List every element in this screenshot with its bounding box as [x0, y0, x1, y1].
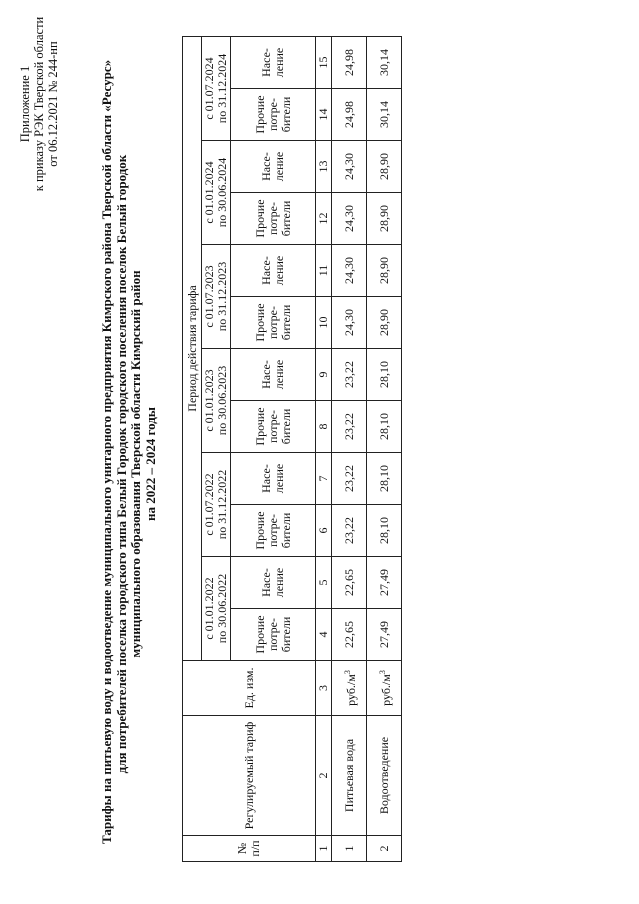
period-3 — [202, 349, 231, 453]
sub-other: Прочие потре- бители — [231, 505, 316, 557]
tariff-value: 30,14 — [367, 89, 402, 141]
col-number: 7 — [316, 453, 332, 505]
sub-population: Насе- ление — [231, 349, 316, 401]
sub-other: Прочие потре- бители — [231, 193, 316, 245]
col-number: 6 — [316, 505, 332, 557]
tariff-value: 22,65 — [332, 609, 367, 661]
col-number: 1 — [316, 836, 332, 862]
sub-population: Насе- ление — [231, 141, 316, 193]
unit-superscript: 3 — [377, 670, 387, 675]
sub-population: Насе- ление — [231, 245, 316, 297]
col-number: 4 — [316, 609, 332, 661]
tariff-table — [182, 36, 402, 862]
document-title — [99, 59, 158, 844]
header-tariff: Регулируемый тариф — [183, 716, 316, 836]
period-5 — [202, 141, 231, 245]
period-3-from: с 01.01.2023 — [202, 369, 216, 432]
sub-other: Прочие потре- бители — [231, 609, 316, 661]
col-number: 9 — [316, 349, 332, 401]
tariff-value: 28,90 — [367, 193, 402, 245]
col-number: 11 — [316, 245, 332, 297]
period-4-to: по 31.12.2023 — [215, 261, 229, 332]
period-4 — [202, 245, 231, 349]
col-number: 15 — [316, 36, 332, 88]
period-6-from: с 01.07.2024 — [202, 57, 216, 120]
tariff-value: 30,14 — [367, 36, 402, 88]
tariff-value: 28,10 — [367, 401, 402, 453]
header-unit: Ед. изм. — [183, 661, 316, 716]
sub-other: Прочие потре- бители — [231, 401, 316, 453]
col-number: 5 — [316, 557, 332, 609]
annex-header — [18, 4, 60, 204]
period-1-to: по 30.06.2022 — [215, 573, 229, 644]
tariff-value: 28,90 — [367, 141, 402, 193]
period-3-to: по 30.06.2023 — [215, 365, 229, 436]
period-2-to: по 31.12.2022 — [215, 469, 229, 540]
title-line-2: для потребителей поселка городского типа Белый Городок городского поселения поселок Белый городок — [113, 154, 129, 774]
period-2-from: с 01.07.2022 — [202, 473, 216, 536]
period-1 — [202, 557, 231, 661]
tariff-value: 27,49 — [367, 609, 402, 661]
column-numbers-row — [316, 36, 332, 861]
col-number: 12 — [316, 193, 332, 245]
col-number: 13 — [316, 141, 332, 193]
title-line-3: муниципального образования Тверской области Кимрский район — [128, 270, 143, 658]
tariff-value: 23,22 — [332, 505, 367, 557]
title-line-1: Тарифы на питьевую воду и водоотведение муниципального унитарного предприятия Кимрского района Тверской области «Ресурс» — [99, 59, 114, 844]
row-tariff-name: Водоотведение — [367, 716, 402, 836]
row-tariff-name: Питьевая вода — [332, 716, 367, 836]
tariff-value: 24,30 — [332, 297, 367, 349]
period-6-to: по 31.12.2024 — [215, 53, 229, 124]
sub-other: Прочие потре- бители — [231, 89, 316, 141]
header-num: № п/п — [183, 836, 316, 862]
annex-line-1: Приложение 1 — [18, 65, 32, 143]
col-number: 14 — [316, 89, 332, 141]
row-unit — [367, 661, 402, 716]
unit-text: руб./м — [343, 674, 358, 706]
col-number: 3 — [316, 661, 332, 716]
period-4-from: с 01.07.2023 — [202, 265, 216, 328]
col-number: 8 — [316, 401, 332, 453]
row-num: 2 — [367, 836, 402, 862]
period-5-to: по 30.06.2024 — [215, 157, 229, 228]
tariff-value: 28,10 — [367, 505, 402, 557]
table-row — [332, 36, 367, 861]
tariff-value: 24,30 — [332, 245, 367, 297]
sub-population: Насе- ление — [231, 36, 316, 88]
period-2 — [202, 453, 231, 557]
tariff-value: 22,65 — [332, 557, 367, 609]
row-unit — [332, 661, 367, 716]
tariff-value: 24,30 — [332, 141, 367, 193]
sub-other: Прочие потре- бители — [231, 297, 316, 349]
annex-line-2: к приказу РЭК Тверской области — [32, 16, 46, 192]
period-6 — [202, 36, 231, 140]
sub-population: Насе- ление — [231, 557, 316, 609]
tariff-value: 23,22 — [332, 349, 367, 401]
col-number: 10 — [316, 297, 332, 349]
row-num: 1 — [332, 836, 367, 862]
tariff-value: 23,22 — [332, 453, 367, 505]
tariff-value: 28,10 — [367, 349, 402, 401]
tariff-value: 23,22 — [332, 401, 367, 453]
tariff-value: 28,10 — [367, 453, 402, 505]
tariff-value: 24,98 — [332, 89, 367, 141]
tariff-value: 28,90 — [367, 297, 402, 349]
tariff-value: 28,90 — [367, 245, 402, 297]
period-5-from: с 01.01.2024 — [202, 161, 216, 224]
col-number: 2 — [316, 716, 332, 836]
tariff-value: 27,49 — [367, 557, 402, 609]
sub-population: Насе- ление — [231, 453, 316, 505]
table-row — [367, 36, 402, 861]
unit-superscript: 3 — [342, 670, 352, 675]
tariff-value: 24,30 — [332, 193, 367, 245]
header-period: Период действия тарифа — [183, 36, 202, 660]
period-1-from: с 01.01.2022 — [202, 577, 216, 640]
annex-line-3: от 06.12.2021 № 244-нп — [46, 41, 60, 167]
tariff-value: 24,98 — [332, 36, 367, 88]
unit-text: руб./м — [378, 674, 393, 706]
title-line-4: на 2022 – 2024 годы — [142, 407, 158, 521]
